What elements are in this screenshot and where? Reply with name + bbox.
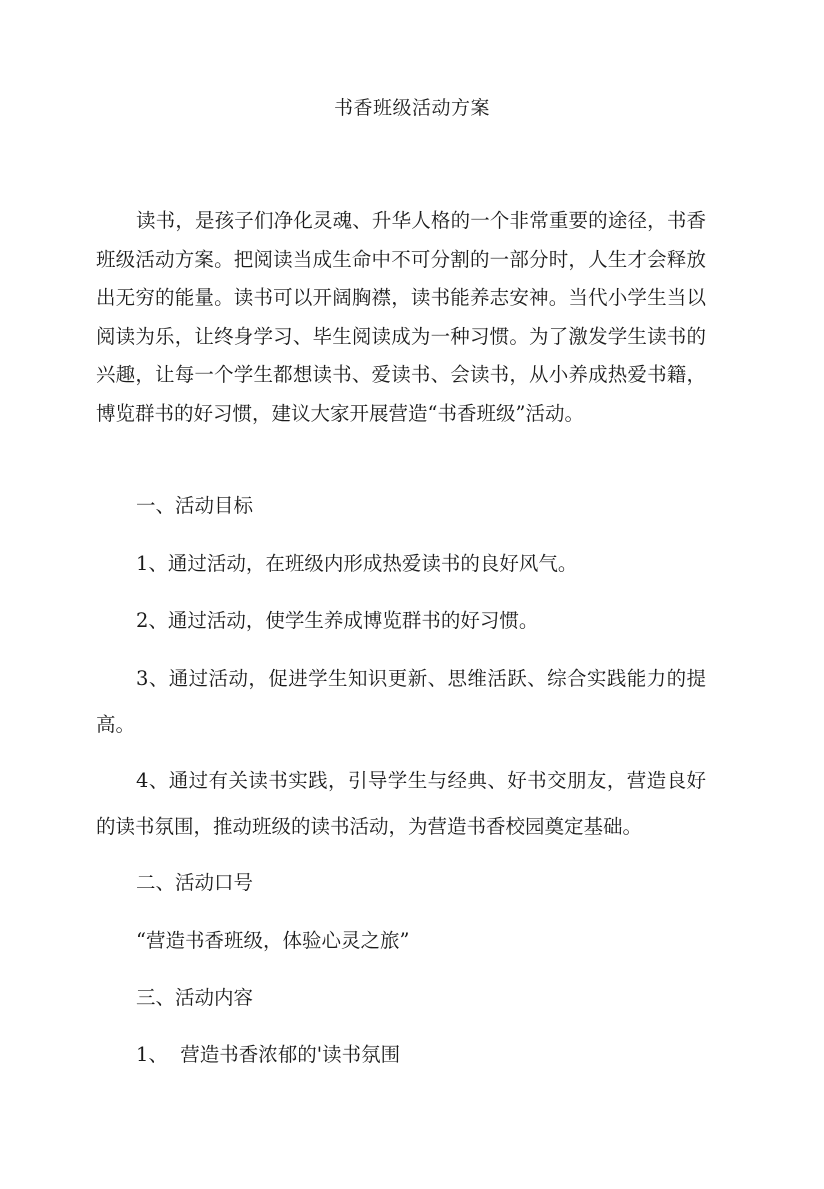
section-heading-content: 三、活动内容	[136, 986, 254, 1009]
section-heading-slogan: 二、活动口号	[136, 871, 254, 894]
intro-paragraph: 读书，是孩子们净化灵魂、升华人格的一个非常重要的途径，书香班级活动方案。把阅读当成生命中不可分割的一部分时，人生才会释放出无穷的能量。读书可以开阔胸襟，读书能养志安神。当代小学生当以阅读为乐，让终身学习、毕生阅读成为一种习惯。为了激发学生读书的兴趣，让每一个学生都想读书、爱读书、会读书，从小养成热爱书籍，博览群书的好习惯，建议大家开展营造“书香班级”活动。	[96, 209, 706, 425]
slogan-text: “营造书香班级，体验心灵之旅”	[136, 929, 410, 952]
goal-item-2: 2、通过活动，使学生养成博览群书的好习惯。	[136, 609, 539, 632]
goal-item-3: 3、通过活动，促进学生知识更新、思维活跃、综合实践能力的提高。	[96, 667, 706, 736]
document-title: 书香班级活动方案	[333, 97, 490, 119]
section-heading-goals: 一、活动目标	[136, 494, 254, 517]
goal-item-4: 4、通过有关读书实践，引导学生与经典、好书交朋友，营造良好的读书氛围，推动班级的读书活动，为营造书香校园奠定基础。	[96, 769, 706, 838]
goal-item-1: 1、通过活动，在班级内形成热爱读书的良好风气。	[136, 552, 578, 575]
content-item-1: 1、 营造书香浓郁的'读书氛围	[136, 1043, 401, 1066]
